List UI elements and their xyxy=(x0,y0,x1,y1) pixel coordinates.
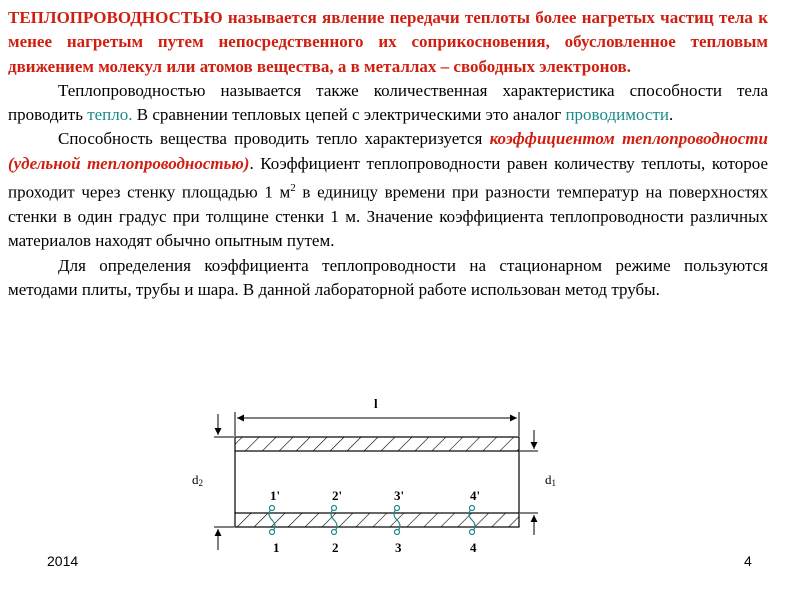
outer-point-label: 2 xyxy=(332,540,339,555)
pipe-wall-bottom xyxy=(235,513,519,527)
para2-term: коэффициентом теплопроводности (удельной теплопроводностью) xyxy=(8,129,768,173)
inner-point-label: 3' xyxy=(394,488,405,503)
link-heat[interactable]: тепло. xyxy=(87,105,133,125)
link-conductivity[interactable]: проводимости xyxy=(565,105,669,125)
footer-year: 2014 xyxy=(47,553,79,569)
inner-point-label: 2' xyxy=(332,488,343,503)
length-dimension xyxy=(235,396,519,436)
intro-term: ТЕПЛОПРОВОДНОСТЬЮ xyxy=(8,8,223,27)
intro-text: называется явление передачи теплоты более нагретых частиц тела к менее нагретым путем непосредственного их соприкосновения, обусловленное тепловым движением молекул или атомов вещества, а в металлах – свободных электронов. xyxy=(8,8,768,76)
para2-text-before: Способность вещества проводить тепло характеризуется xyxy=(58,129,490,149)
para2-text-rest: в единицу времени при разности температур на поверхностях стенки в один градус при толщине стенки 1 м. Значение коэффициента теплопроводности различных материалов находят обычно опытным путем. xyxy=(8,182,768,251)
para1-text-before: Теплопроводностью называется также количественная характеристика способности тела проводить xyxy=(8,80,768,125)
inner-diameter-dimension xyxy=(520,430,556,535)
pipe-wall-top xyxy=(235,437,519,451)
para1-text-after: . xyxy=(668,105,674,125)
para1-text-middle: В сравнении тепловых цепей с электрическими это аналог xyxy=(132,105,566,125)
para2-text-after-term: . Коэффициент теплопроводности равен количеству теплоты, которое проходит через стенку площадью 1 м xyxy=(8,153,768,202)
outer-diameter-label: d2 xyxy=(192,472,203,488)
para3-text: Для определения коэффициента теплопроводности на стационарном режиме пользуются методами плиты, трубы и шара. В данной лабораторной работе использован метод трубы. xyxy=(8,255,768,299)
inner-point-label: 4' xyxy=(470,488,481,503)
outer-diameter-dimension xyxy=(192,414,234,550)
outer-point-label: 1 xyxy=(273,540,280,555)
page-number: 4 xyxy=(744,553,752,569)
area-unit-superscript: 2 xyxy=(290,182,296,195)
inner-point-label: 1' xyxy=(270,488,281,503)
outer-point-label: 3 xyxy=(395,540,402,555)
outer-point-label: 4 xyxy=(470,540,477,555)
length-label: l xyxy=(374,396,378,411)
inner-diameter-label: d1 xyxy=(545,472,556,488)
